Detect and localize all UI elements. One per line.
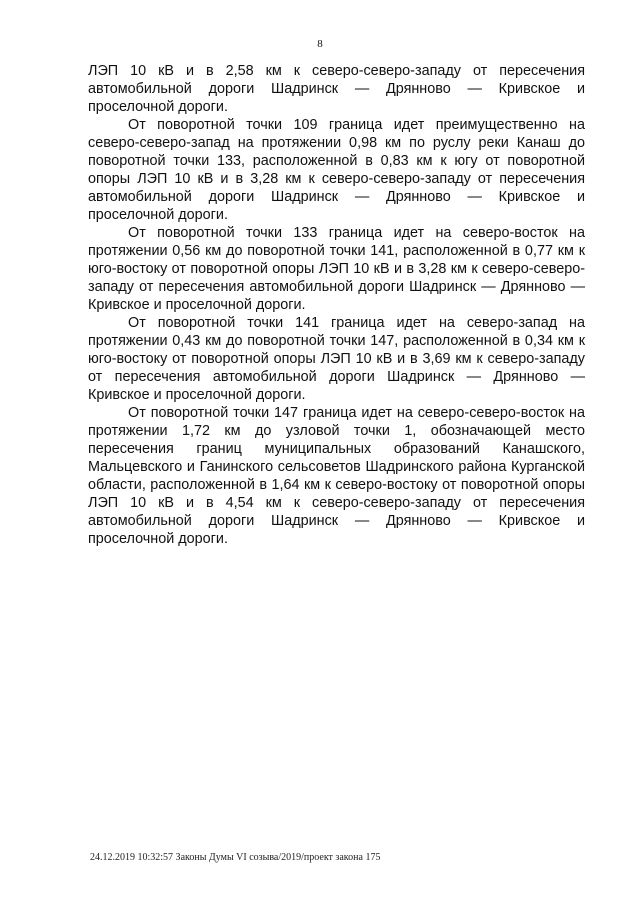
paragraph-continuation: ЛЭП 10 кВ и в 2,58 км к северо-северо-западу от пересечения автомобильной дороги Шадринск — Дрянново — Кривское и проселочной дороги.: [88, 63, 585, 115]
paragraph-point-141: От поворотной точки 141 граница идет на северо-запад на протяжении 0,43 км до поворотной точки 147, расположенной в 0,34 км к юго-востоку от поворотной опоры ЛЭП 10 кВ и в 3,69 км к северо-западу от пересечения автомобильной дороги Шадринск — Дрянново — Кривское и проселочной дороги.: [88, 315, 585, 403]
paragraph-point-133: От поворотной точки 133 граница идет на северо-восток на протяжении 0,56 км до поворотной точки 141, расположенной в 0,77 км к юго-востоку от поворотной опоры ЛЭП 10 кВ и в 3,28 км к северо-северо-западу от пересечения автомобильной дороги Шадринск — Дрянново — Кривское и проселочной дороги.: [88, 225, 585, 313]
page-number: 8: [317, 38, 323, 50]
paragraph-point-109: От поворотной точки 109 граница идет преимущественно на северо-северо-запад на протяжении 0,98 км по руслу реки Канаш до поворотной точки 133, расположенной в 0,83 км к югу от поворотной опоры ЛЭП 10 кВ и в 3,28 км к северо-северо-западу от пересечения автомобильной дороги Шадринск — Дрянново — Кривское и проселочной дороги.: [88, 117, 585, 223]
paragraph-point-147: От поворотной точки 147 граница идет на северо-северо-восток на протяжении 1,72 км до узловой точки 1, обозначающей место пересечения границ муниципальных образований Канашского, Мальцевского и Ганинского сельсоветов Шадринского района Курганской области, расположенной в 1,64 км к северо-востоку от поворотной опоры ЛЭП 10 кВ и в 4,54 км к северо-северо-западу от пересечения автомобильной дороги Шадринск — Дрянново — Кривское и проселочной дороги.: [88, 405, 585, 547]
document-body: [88, 62, 585, 548]
document-footer: 24.12.2019 10:32:57 Законы Думы VI созыва/2019/проект закона 175: [90, 852, 381, 863]
